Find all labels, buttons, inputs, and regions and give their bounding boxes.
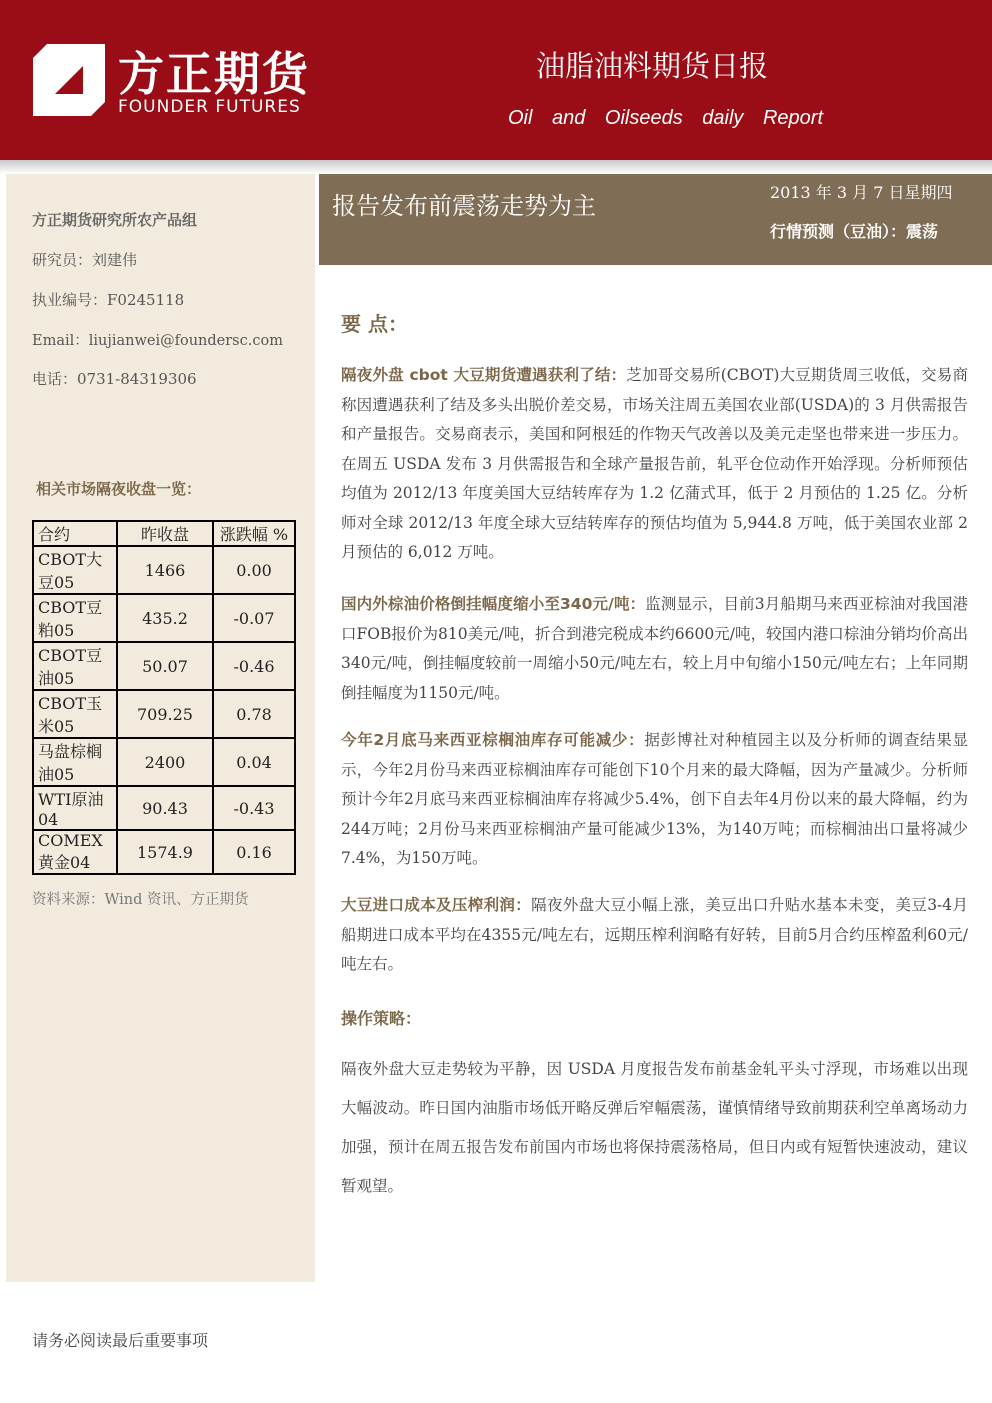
footer-notice: 请务必阅读最后重要事项 [32,1331,209,1350]
table-cell: 1466 [117,546,213,594]
table-cell: -0.46 [213,642,295,690]
table-cell: CBOT大豆05 [33,546,117,594]
email: Email：liujianwei@foundersc.com [32,333,283,349]
table-row [33,594,295,642]
table-cell: 2400 [117,738,213,786]
table-cell: 0.78 [213,690,295,738]
table-header-row [33,521,295,546]
table-cell: CBOT豆油05 [33,642,117,690]
market-table-title: 相关市场隔夜收盘一览： [36,480,202,498]
paragraph-lead: 隔夜外盘 cbot 大豆期货遭遇获利了结： [341,366,627,384]
table-cell: CBOT玉米05 [33,690,117,738]
paragraph [341,590,968,708]
license-number: 执业编号：F0245118 [32,291,185,309]
paragraph [341,891,968,980]
paragraph [341,726,968,874]
strategy-heading: 操作策略： [341,1009,422,1028]
paragraph-lead: 今年2月底马来西亚棕榈油库存可能减少： [341,731,645,749]
table-header: 涨跌幅 % [213,521,295,546]
forecast: 行情预测（豆油）：震荡 [770,222,939,241]
table-cell: 马盘棕榈油05 [33,738,117,786]
table-header: 合约 [33,521,117,546]
data-source: 资料来源：Wind 资讯、方正期货 [32,892,249,908]
paragraph-lead: 国内外棕油价格倒挂幅度缩小至340元/吨： [341,595,646,613]
table-row [33,786,295,830]
report-date: 2013 年 3 月 7 日星期四 [770,183,953,202]
research-group: 方正期货研究所农产品组 [32,211,198,229]
key-points-heading: 要 点： [341,312,408,336]
table-row [33,642,295,690]
table-cell: 0.00 [213,546,295,594]
paragraph-body: 芝加哥交易所(CBOT)大豆期货周三收低，交易商称因遭遇获利了结及多头出脱价差交易，市场关注周五美国农业部(USDA)的 3 月供需报告和产量报告。交易商表示，美国和阿根廷的作物天气改善以及美元走坚也带来进一步压力。 在周五 USDA 发布 3 月供需报告和全球产量报告前，轧平仓位动作开始浮现。分析师预估均值为 2012/13 年度美国大豆结转库存为 1.2 亿蒲式耳，低于 2 月预估的 1.25 亿。分析师对全球 2012/13 年度全球大豆结转库存的预估均值为 5,944.8 万吨，低于美国农业部 2 月预估的 6,012 万吨。 [341,366,968,561]
logo-en: FOUNDER FUTURES [118,97,301,117]
table-cell: CBOT豆粕05 [33,594,117,642]
paragraph-body: 监测显示，目前3月船期马来西亚棕油对我国港口FOB报价为810美元/吨，折合到港完税成本约6600元/吨，较国内港口棕油分销均价高出340元/吨，倒挂幅度较前一周缩小50元/吨左右，较上月中旬缩小150元/吨左右；上年同期倒挂幅度为1150元/吨。 [341,595,968,702]
logo-cn: 方正期货 [118,47,310,101]
report-title-cn: 油脂油料期货日报 [536,49,769,83]
table-cell: 1574.9 [117,830,213,874]
phone: 电话：0731-84319306 [32,370,197,388]
table-row [33,546,295,594]
table-cell: 435.2 [117,594,213,642]
table-cell: 0.16 [213,830,295,874]
paragraph-lead: 大豆进口成本及压榨利润： [341,896,532,914]
table-row [33,690,295,738]
table-cell: 90.43 [117,786,213,830]
founder-logo-icon [33,44,105,116]
researcher: 研究员：刘建伟 [32,251,138,269]
table-cell: -0.07 [213,594,295,642]
table-cell: 0.04 [213,738,295,786]
table-cell: COMEX黄金04 [33,830,117,874]
market-table [32,520,296,875]
paragraph [341,361,968,568]
headline: 报告发布前震荡走势为主 [332,192,596,220]
table-cell: 709.25 [117,690,213,738]
table-cell: 50.07 [117,642,213,690]
paragraph-body: 据彭博社对种植园主以及分析师的调查结果显示，今年2月份马来西亚棕榈油库存可能创下10个月来的最大降幅，因为产量减少。分析师预计今年2月底马来西亚棕榈油库存将减少5.4%，创下自去年4月份以来的最大降幅，约为244万吨；2月份马来西亚棕榈油产量可能减少13%，为140万吨；而棕榈油出口量将减少7.4%，为150万吨。 [341,731,968,867]
table-header: 昨收盘 [117,521,213,546]
header-shadow [0,160,992,174]
table-cell: WTI原油04 [33,786,117,830]
report-title-en: Oil and Oilseeds daily Report [508,107,824,129]
table-row [33,830,295,874]
strategy-text: 隔夜外盘大豆走势较为平静，因 USDA 月度报告发布前基金轧平头寸浮现，市场难以出现大幅波动。昨日国内油脂市场低开略反弹后窄幅震荡，谨慎情绪导致前期获利空单离场动力加强，预计在周五报告发布前国内市场也将保持震荡格局，但日内或有短暂快速波动，建议暂观望。 [341,1060,968,1195]
table-row [33,738,295,786]
table-cell: -0.43 [213,786,295,830]
paragraph-body: 隔夜外盘大豆小幅上涨，美豆出口升贴水基本未变，美豆3-4月船期进口成本平均在4355元/吨左右，远期压榨利润略有好转，目前5月合约压榨盈利60元/吨左右。 [341,896,968,973]
